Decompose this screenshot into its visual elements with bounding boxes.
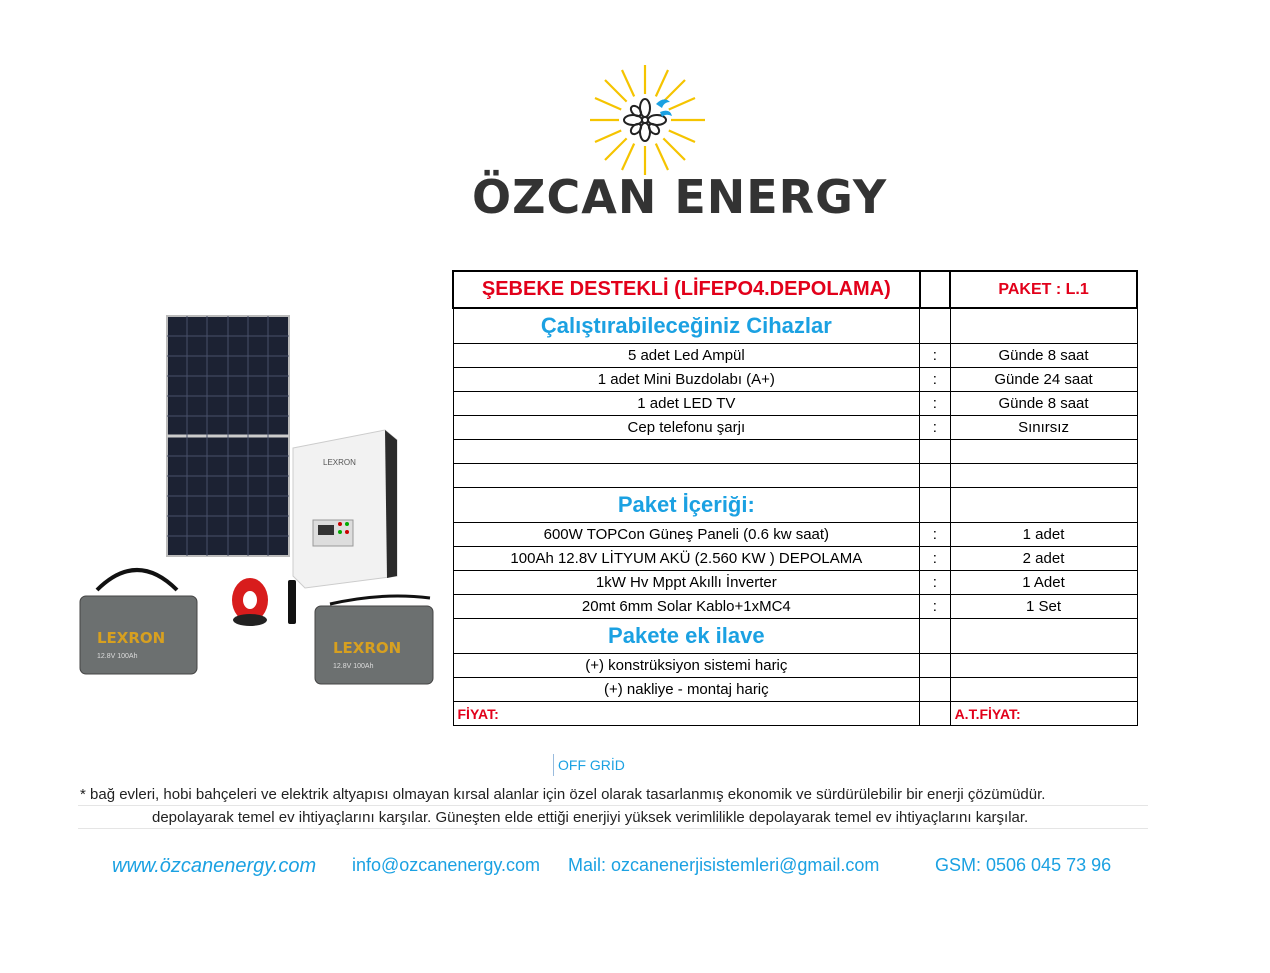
- device-name: 1 adet Mini Buzdolabı (A+): [453, 368, 920, 392]
- contents-heading: Paket İçeriği:: [453, 488, 920, 523]
- at-price-label: A.T.FİYAT:: [950, 702, 1137, 726]
- device-name: 1 adet LED TV: [453, 392, 920, 416]
- phone-number: GSM: 0506 045 73 96: [935, 855, 1112, 875]
- divider: [78, 828, 1148, 829]
- product-image: [75, 310, 445, 690]
- table-row: [453, 416, 1137, 440]
- price-label: FİYAT:: [453, 702, 920, 726]
- extras-heading: Pakete ek ilave: [453, 619, 920, 654]
- separator: :: [920, 571, 950, 595]
- content-name: 20mt 6mm Solar Kablo+1xMC4: [453, 595, 920, 619]
- table-row: [453, 547, 1137, 571]
- description-line-1: * bağ evleri, hobi bahçeleri ve elektrik altyapısı olmayan kırsal alanlar için özel olarak tasarlanmış ekonomik ve sürdürülebilir bir enerji çözümüdür.: [80, 786, 1046, 803]
- price-row: [453, 702, 1137, 726]
- section-row: [453, 308, 1137, 344]
- table-row: [453, 678, 1137, 702]
- table-row: [453, 523, 1137, 547]
- content-qty: 1 Adet: [950, 571, 1137, 595]
- off-grid-label: OFF GRİD: [553, 754, 625, 776]
- extra-item: (+) nakliye - montaj hariç: [453, 678, 920, 702]
- description-line-2: depolayarak temel ev ihtiyaçlarını karşılar. Güneşten elde ettiği enerjiyi yüksek verimlilikle depolayarak temel ev ihtiyaçlarını karşılar.: [152, 809, 1029, 826]
- device-usage: Günde 8 saat: [950, 392, 1137, 416]
- battery-brand: LEXRON: [97, 629, 166, 647]
- table-header-row: [453, 271, 1137, 308]
- device-usage: Günde 8 saat: [950, 344, 1137, 368]
- email-link[interactable]: info@ozcanenergy.com: [352, 855, 541, 875]
- empty-row: [453, 464, 1137, 488]
- table-row: [453, 595, 1137, 619]
- table-row: [453, 654, 1137, 678]
- table-row: [453, 571, 1137, 595]
- content-qty: 1 Set: [950, 595, 1137, 619]
- inverter-brand: LEXRON: [323, 458, 356, 467]
- brand-name: ÖZCAN ENERGY: [472, 170, 888, 224]
- separator: :: [920, 416, 950, 440]
- table-row: [453, 368, 1137, 392]
- section-row: [453, 488, 1137, 523]
- package-table: [452, 270, 1138, 726]
- separator: :: [920, 547, 950, 571]
- brand-logo: [560, 60, 730, 180]
- device-usage: Sınırsız: [950, 416, 1137, 440]
- content-qty: 1 adet: [950, 523, 1137, 547]
- separator: :: [920, 368, 950, 392]
- devices-heading: Çalıştırabileceğiniz Cihazlar: [453, 308, 920, 344]
- content-name: 600W TOPCon Güneş Paneli (0.6 kw saat): [453, 523, 920, 547]
- empty-row: [453, 440, 1137, 464]
- battery-brand: LEXRON: [333, 639, 402, 657]
- table-row: [453, 344, 1137, 368]
- separator: :: [920, 392, 950, 416]
- divider: [78, 805, 1148, 806]
- content-name: 100Ah 12.8V LİTYUM AKÜ (2.560 KW ) DEPOLAMA: [453, 547, 920, 571]
- content-qty: 2 adet: [950, 547, 1137, 571]
- battery-spec: 12.8V 100Ah: [333, 663, 374, 670]
- section-row: [453, 619, 1137, 654]
- extra-item: (+) konstrüksiyon sistemi hariç: [453, 654, 920, 678]
- table-row: [453, 392, 1137, 416]
- separator: :: [920, 595, 950, 619]
- battery-spec: 12.8V 100Ah: [97, 653, 138, 660]
- device-name: 5 adet Led Ampül: [453, 344, 920, 368]
- package-code: PAKET : L.1: [950, 271, 1137, 308]
- device-name: Cep telefonu şarjı: [453, 416, 920, 440]
- content-name: 1kW Hv Mppt Akıllı İnverter: [453, 571, 920, 595]
- separator: :: [920, 523, 950, 547]
- device-usage: Günde 24 saat: [950, 368, 1137, 392]
- website-link[interactable]: www.özcanenergy.com: [112, 855, 317, 877]
- package-title: ŞEBEKE DESTEKLİ (LİFEPO4.DEPOLAMA): [453, 271, 920, 308]
- separator: :: [920, 344, 950, 368]
- mail-link[interactable]: Mail: ozcanenerjisistemleri@gmail.com: [568, 855, 880, 875]
